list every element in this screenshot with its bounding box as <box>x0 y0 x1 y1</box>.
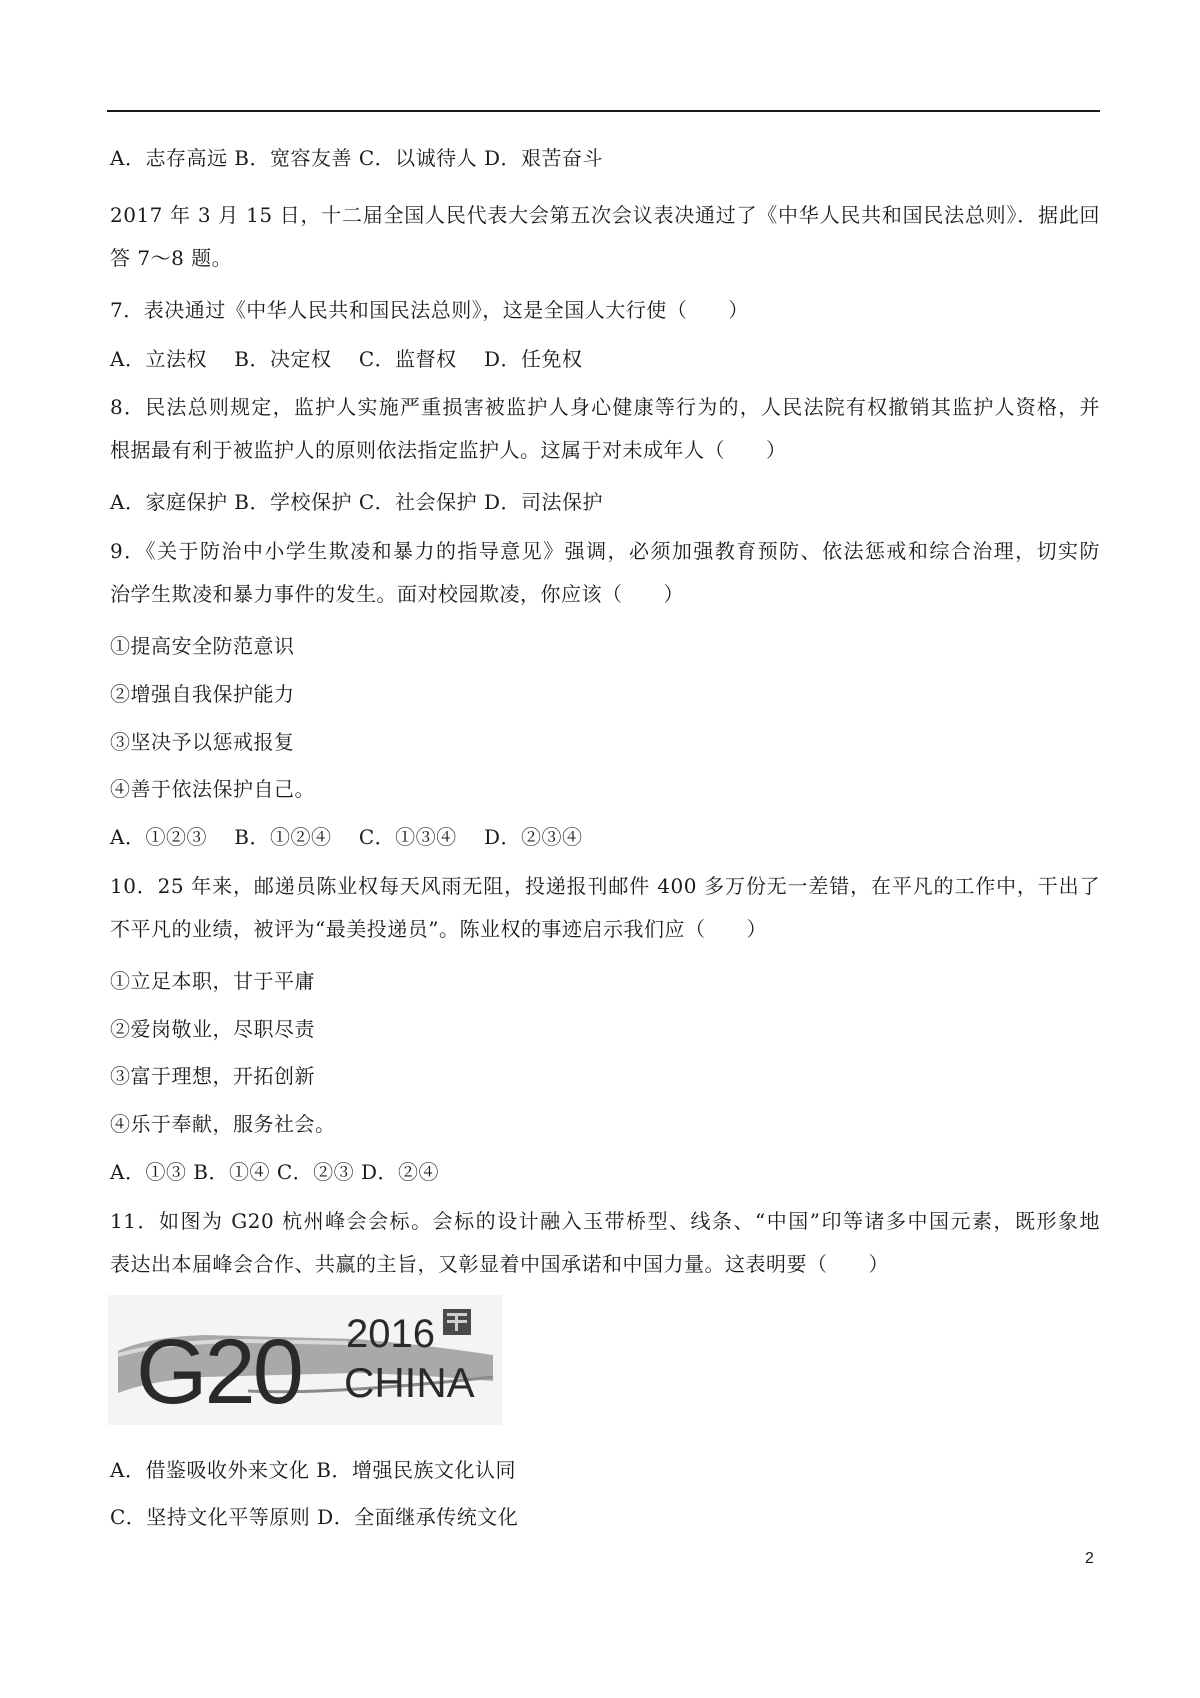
q10-options: A．①③ B．①④ C．②③ D．②④ <box>110 1160 440 1184</box>
g20-logo-mark: G20 <box>136 1321 301 1423</box>
q9-stem-line-1: 9．《关于防治中小学生欺凌和暴力的指导意见》强调，必须加强教育预防、依法惩戒和综合治理，切实防 <box>110 539 1100 563</box>
q7-options: A．立法权 B．决定权 C．监督权 D．任免权 <box>110 347 583 371</box>
q11-stem-line-1: 11．如图为 G20 杭州峰会会标。会标的设计融入玉带桥型、线条、“中国”印等诸多中国元素，既形象地 <box>110 1209 1100 1233</box>
q10-item-2: ②爱岗敬业，尽职尽责 <box>110 1017 315 1041</box>
q10-item-1: ①立足本职，甘于平庸 <box>110 969 315 993</box>
q10-item-3: ③富于理想，开拓创新 <box>110 1064 315 1088</box>
q8-stem-line-1: 8．民法总则规定，监护人实施严重损害被监护人身心健康等行为的，人民法院有权撤销其监护人资格，并 <box>110 395 1100 419</box>
china-seal-icon <box>443 1309 471 1335</box>
q9-stem-line-2: 治学生欺凌和暴力事件的发生。面对校园欺凌，你应该（ ） <box>110 582 684 606</box>
q9-item-1: ①提高安全防范意识 <box>110 634 295 658</box>
q8-stem-line-2: 根据最有利于被监护人的原则依法指定监护人。这属于对未成年人（ ） <box>110 438 787 462</box>
q8-options: A．家庭保护 B．学校保护 C．社会保护 D．司法保护 <box>110 490 604 514</box>
page-number: 2 <box>1085 1550 1094 1567</box>
q9-item-4: ④善于依法保护自己。 <box>110 777 315 801</box>
q11-options-line-2: C．坚持文化平等原则 D．全面继承传统文化 <box>110 1505 519 1529</box>
context-paragraph-line-2: 答 7～8 题。 <box>110 246 233 270</box>
g20-logo-graphic <box>108 1295 502 1425</box>
context-paragraph-line-1: 2017 年 3 月 15 日，十二届全国人民代表大会第五次会议表决通过了《中华人民共和国民法总则》．据此回 <box>110 203 1100 227</box>
q6-options: A．志存高远 B．宽容友善 C．以诚待人 D．艰苦奋斗 <box>110 146 604 170</box>
q9-item-3: ③坚决予以惩戒报复 <box>110 730 295 754</box>
q9-options: A．①②③ B．①②④ C．①③④ D．②③④ <box>110 825 583 849</box>
q7-stem: 7．表决通过《中华人民共和国民法总则》，这是全国人大行使（ ） <box>110 298 749 322</box>
q9-item-2: ②增强自我保护能力 <box>110 682 295 706</box>
q11-options-line-1: A．借鉴吸收外来文化 B．增强民族文化认同 <box>110 1458 516 1482</box>
q10-stem-line-1: 10．25 年来，邮递员陈业权每天风雨无阻，投递报刊邮件 400 多万份无一差错，在平凡的工作中，干出了 <box>110 874 1100 898</box>
q10-item-4: ④乐于奉献，服务社会。 <box>110 1112 336 1136</box>
g20-logo-country: CHINA <box>344 1359 475 1406</box>
q11-stem-line-2: 表达出本届峰会合作、共赢的主旨，又彰显着中国承诺和中国力量。这表明要（ ） <box>110 1252 889 1276</box>
header-rule <box>107 110 1100 112</box>
g20-logo-year: 2016 <box>346 1312 435 1356</box>
q10-stem-line-2: 不平凡的业绩，被评为“最美投递员”。陈业权的事迹启示我们应（ ） <box>110 917 767 941</box>
g20-logo-image <box>108 1295 502 1425</box>
